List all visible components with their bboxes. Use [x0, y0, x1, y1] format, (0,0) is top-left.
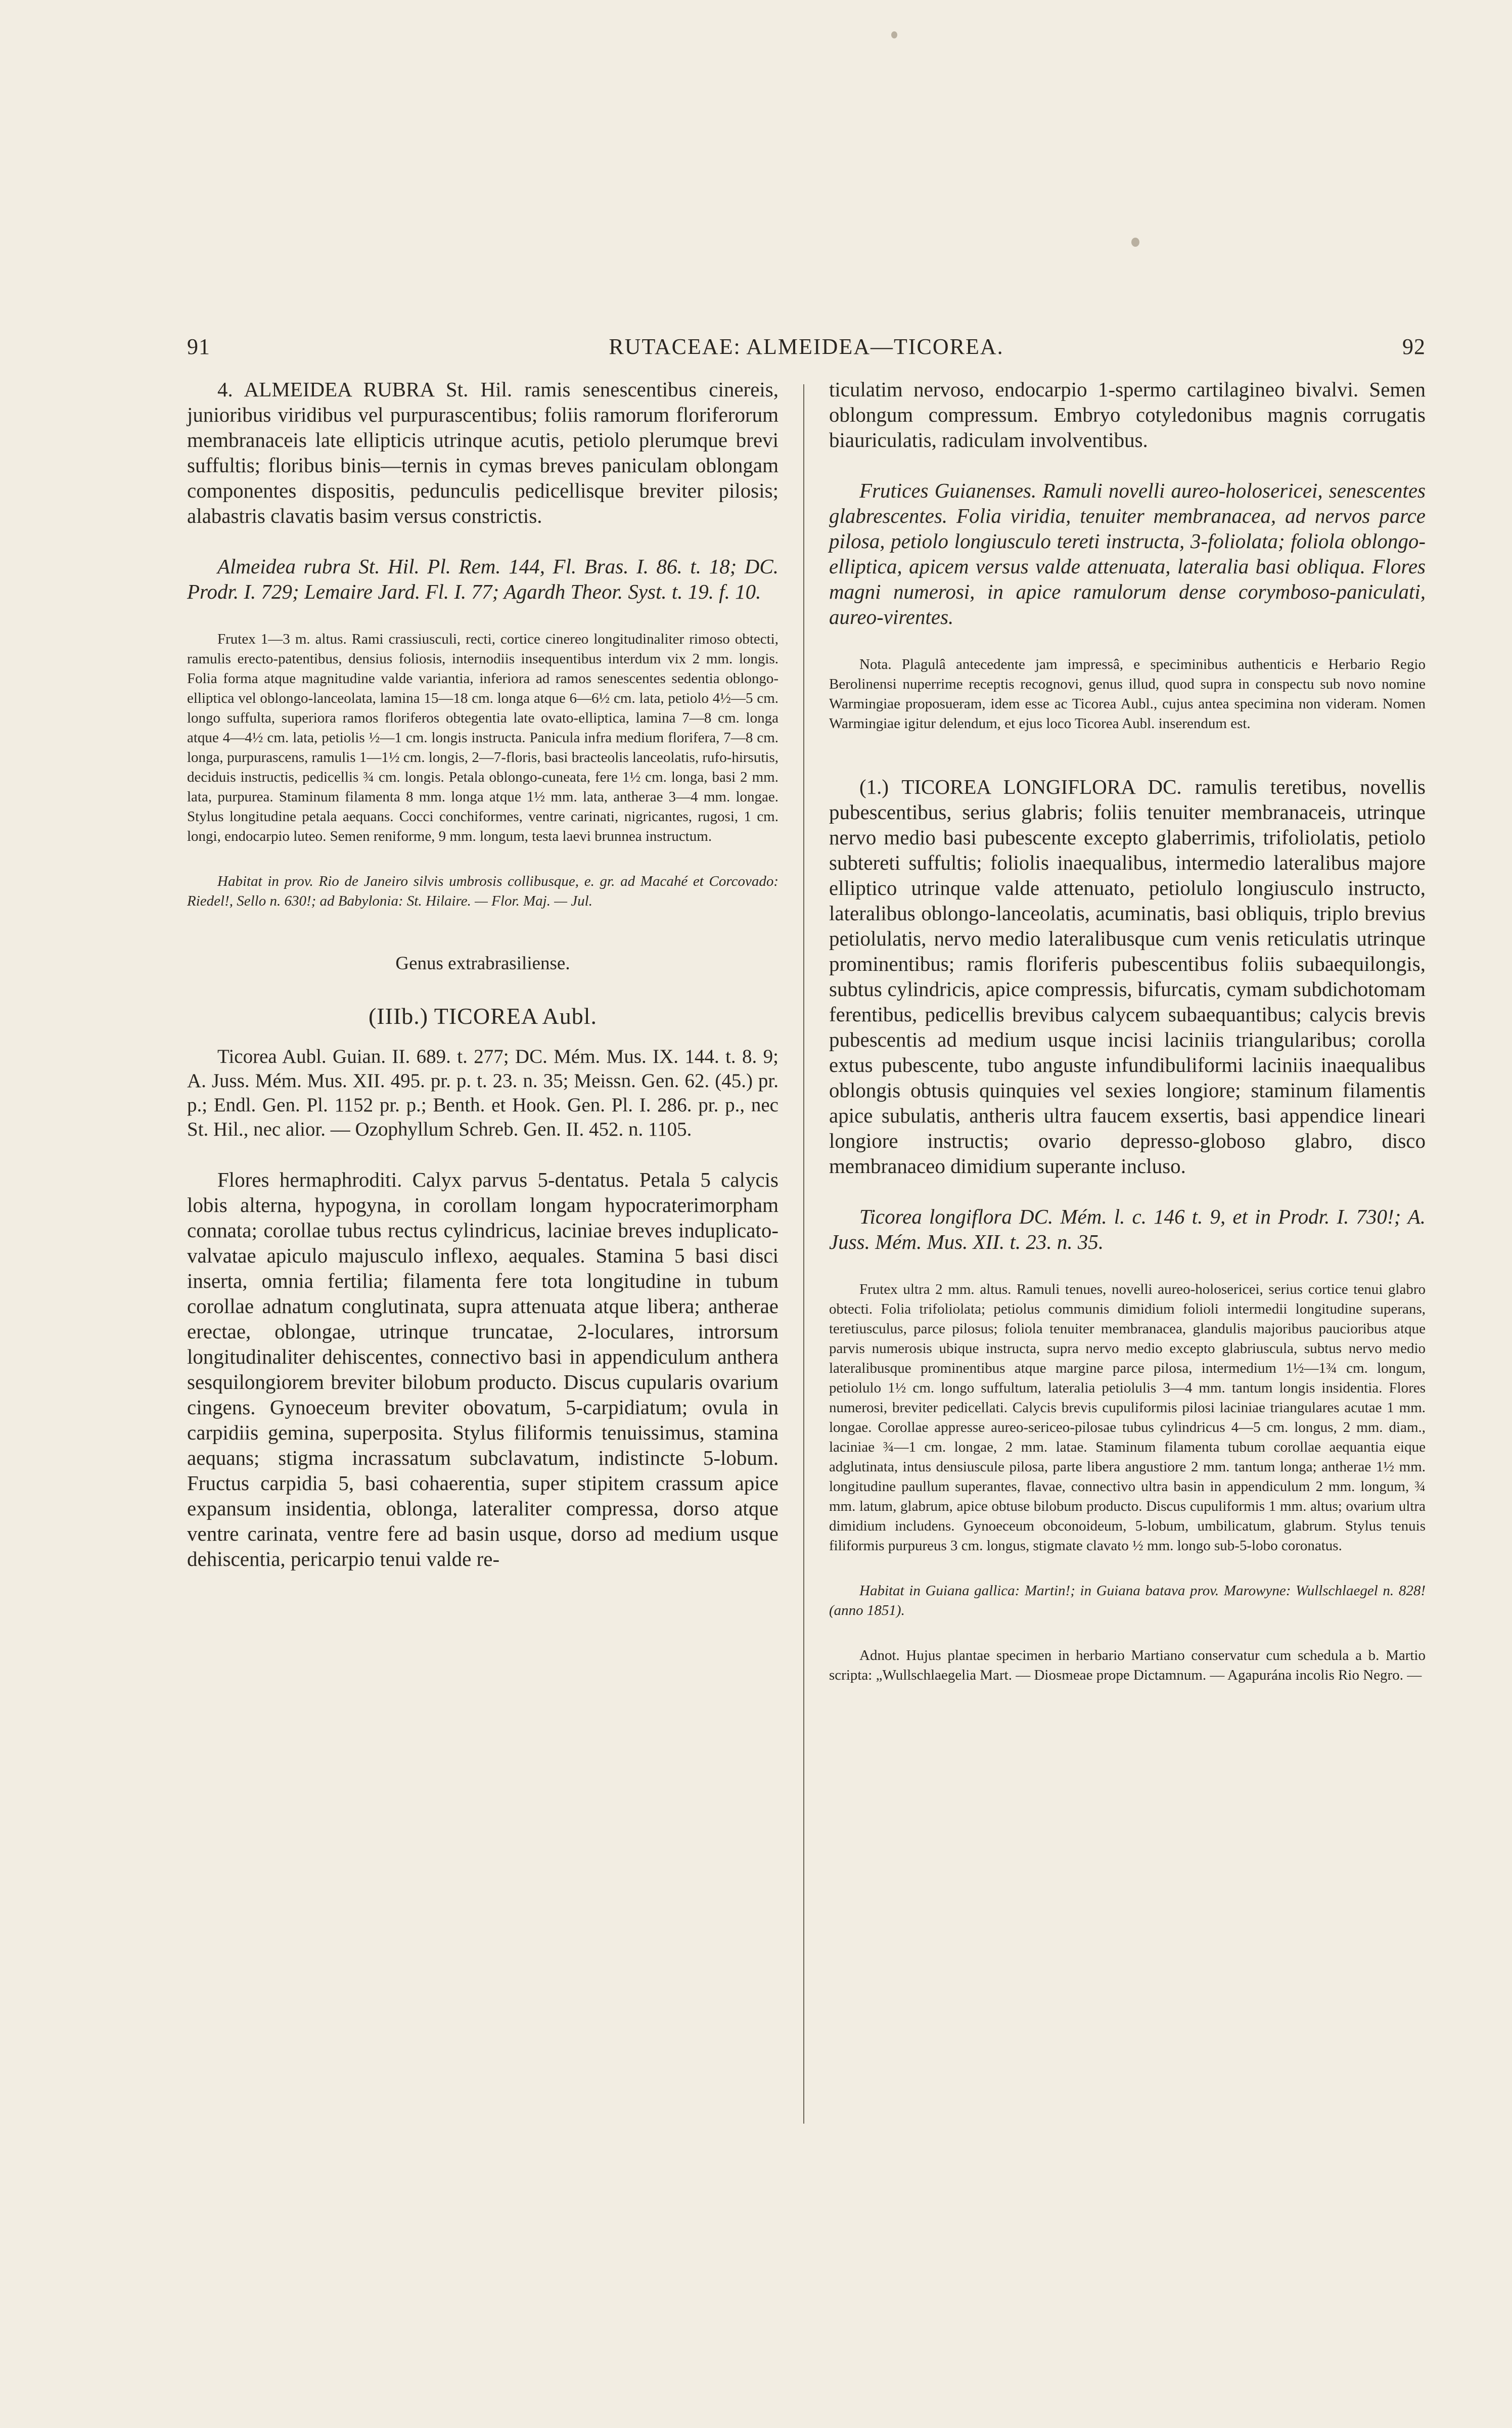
genus-frutices: Frutices Guianenses. Ramuli novelli aureo-holosericei, senescentes glabrescentes. Folia viridia, tenuiter membranacea, ad nervos parce pilosa, petiolo longiusculo tereti instructa, 3-foliolata; foliola oblongo-elliptica, apicem versus valde attenuata, lateralia basi obliqua. Flores magni numerosi, in apice ramulorum dense corymboso-paniculati, aureo-virentes.: [829, 479, 1426, 628]
genus-references: Ticorea Aubl. Guian. II. 689. t. 277; DC. Mém. Mus. IX. 144. t. 8. 9; A. Juss. Mém. Mus. XII. 495. pr. p. t. 23. n. 35; Meissn. Gen. 62. (45.) pr. p.; Endl. Gen. Pl. 1152 pr. p.; Benth. et Hook. Gen. Pl. I. 286. pr. p., nec St. Hil., nec alior. — Ozophyllum Schreb. Gen. II. 452. n. 1105.: [187, 1046, 778, 1140]
right-column: [829, 377, 1426, 1685]
ink-spot: [1131, 238, 1139, 247]
genus-description-continued: ticulatim nervoso, endocarpio 1-spermo cartilagineo bivalvi. Semen oblongum compressum. Embryo cotyledonibus magnis corrugatis biauriculatis, radiculam involventibus.: [829, 378, 1426, 452]
species-references: Ticorea longiflora DC. Mém. l. c. 146 t. 9, et in Prodr. I. 730!; A. Juss. Mém. Mus. XII. t. 23. n. 35.: [829, 1205, 1426, 1253]
left-column: [187, 377, 778, 1571]
species-habitat: Habitat in Guiana gallica: Martin!; in Guiana batava prov. Marowyne: Wullschlaegel n. 828! (anno 1851).: [829, 1583, 1426, 1618]
genus-note: Genus extrabrasiliense.: [395, 953, 570, 974]
genus-heading: (IIIb.) TICOREA Aubl.: [368, 1003, 597, 1029]
species-references: Almeidea rubra St. Hil. Pl. Rem. 144, Fl. Bras. I. 86. t. 18; DC. Prodr. I. 729; Lemaire Jard. Fl. I. 77; Agardh Theor. Syst. t. 19. f. 10.: [187, 555, 778, 603]
species-habitat: Habitat in prov. Rio de Janeiro silvis umbrosis collibusque, e. gr. ad Macahé et Corcovado: Riedel!, Sello n. 630!; ad Babylonia: St. Hilaire. — Flor. Maj. — Jul.: [187, 873, 778, 909]
nota: Nota. Plagulâ antecedente jam impressâ, e speciminibus authenticis e Herbario Regio Berolinensi nuperrime receptis recognovi, genus illud, quod supra in conspectu sub novo nomine Warmingiae proposueram, idem esse ac Ticorea Aubl., cujus antea specimina non videram. Nomen Warmingiae igitur delendum, et ejus loco Ticorea Aubl. inserendum est.: [829, 656, 1426, 732]
page-number-left: 91: [187, 334, 210, 359]
adnotation: Adnot. Hujus plantae specimen in herbario Martiano conservatur cum schedula a b. Martio scripta: „Wullschlaegelia Mart. — Diosmeae prope Dictamnum. — Agapurána incolis Rio Negro. —: [829, 1647, 1426, 1683]
species-diagnosis: (1.) TICOREA LONGIFLORA DC. ramulis teretibus, novellis pubescentibus, serius glabris; foliis tenuiter membranaceis, utrinque nervo medio basi pubescente excepto glaberrimis, trifoliolatis, petiolo subtereti suffultis; foliolis inaequalibus, intermedio lateralibus majore elliptico utrinque valde attenuato, petiolulo longiusculo instructo, lateralibus oblongo-lanceolatis, acuminatis, basi obliquis, triplo brevius petiolulatis, nervo medio lateralibusque cum venis reticulatis utrinque prominentibus; ramis floriferis pubescentibus foliis subaequilongis, subtus cylindricis, apice compressis, bifurcatis, cymam subdichotomam ferentibus, pedicellis brevibus calycem subaequantibus; calycis brevis pubescentis ad medium usque incisi laciniis triangularibus; corolla extus pubescente, tubo anguste infundibuliformi laciniis inaequalibus oblongis obtusis quinquies vel sexies longiore; staminum filamentis apice subulatis, antheris ultra faucem exsertis, basi appendice lineari longiore instructis; ovario depresso-globoso glabro, disco membranaceo dimidium superante incluso.: [829, 775, 1426, 1178]
page-number-right: 92: [1402, 334, 1426, 359]
species-description: Frutex ultra 2 mm. altus. Ramuli tenues, novelli aureo-holosericei, serius cortice tenui glabro obtecti. Folia trifoliolata; petiolus communis dimidium folioli intermedii longitudine superans, teretiusculus, parce pilosus; foliola tenuiter membranacea, glandulis majoribus paucioribus atque parvis numerosis ubique instructa, supra nervo medio excepto glabriuscula, subtus nervo medio lateralibusque prominentibus atque margine parce pilosa, intermedium 1½—1¾ cm. longum, petiolulo 1½ cm. longo suffultum, lateralia petiolulis 3—4 mm. tantum longis insidentia. Flores numerosi, breviter pedicellati. Calycis brevis cupuliformis pilosi laciniae triangulares acutae 1 mm. longae. Corollae appresse aureo-sericeo-pilosae tubus cylindricus 4—5 cm. longus, 2 mm. diam., laciniae ¾—1 cm. longae, 2 mm. latae. Staminum filamenta tubum corollae aequantia eique adglutinata, intus densiuscule pilosa, parte libera angustiore 2 mm. tantum longa; antherae 1½ mm. longitudine paullum superantes, flavae, connectivo ultra basin in appendiculum 2 mm. longum, ¾ mm. latum, glabrum, apice obtuse bilobum producto. Discus cupuliformis 1 mm. altus; ovarium ultra dimidium includens. Gynoeceum obconoideum, 5-lobum, umbilicatum, glabrum. Stylus tenuis filiformis purpureus 3 cm. longus, stigmate clavato ½ mm. longo sub-5-lobo coronatus.: [829, 1281, 1426, 1554]
genus-description: Flores hermaphroditi. Calyx parvus 5-dentatus. Petala 5 calycis lobis alterna, hypogyna, in corollam longam hypocraterimorpham connata; corollae tubus rectus cylindricus, laciniae breves induplicato-valvatae apiculo majusculo inflexo, aequales. Stamina 5 basi disci inserta, omnia fertilia; filamenta fere tota longitudine in tubum corollae adnatum conglutinata, supra attenuata atque libera; antherae erectae, oblongae, utrinque truncatae, 2-loculares, introrsum longitudinaliter dehiscentes, connectivo basi in appendiculum anthera sesquilongiorem breviter bilobum producto. Discus cupularis ovarium cingens. Gynoeceum breviter obovatum, 5-carpidiatum; ovula in carpidiis gemina, superposita. Stylus filiformis tenuissimus, stamina aequans; stigma incrassatum subclavatum, indistincte 5-lobum. Fructus carpidia 5, basi cohaerentia, super stipitem crassum apice expansum insidentia, oblonga, lateraliter compressa, dorso atque ventre carinata, ventre fere ad basin usque, dorso ad medium usque dehiscentia, pericarpio tenui valde re-: [187, 1168, 778, 1570]
running-title: RUTACEAE: ALMEIDEA—TICOREA.: [609, 334, 1004, 359]
species-description: Frutex 1—3 m. altus. Rami crassiusculi, recti, cortice cinereo longitudinaliter rimoso obtecti, ramulis erecto-patentibus, densius foliosis, internodiis insequentibus interdum vix 2 mm. longis. Folia forma atque magnitudine valde variantia, inferiora ad ramos senescentes sedentia oblongo-elliptica vel oblongo-lanceolata, lamina 15—18 cm. longa atque 6—6½ cm. lata, petiolo 4½—5 cm. longo suffulta, superiora ramos floriferos obtegentia late ovato-elliptica, lamina 7—8 cm. longa atque 4—4½ cm. lata, petiolis ½—1 cm. longis instructa. Panicula infra medium florifera, 7—8 cm. longa, purpurascens, ramulis 1—1½ cm. longis, 2—7-floris, basi bracteolis lanceolatis, rufo-hirsutis, deciduis instructis, pedicellis ¾ cm. longis. Petala oblongo-cuneata, fere 1½ cm. longa, basi 2 mm. lata, purpurea. Staminum filamenta 8 mm. longa atque 1½ mm. lata, antherae 3—4 mm. longae. Stylus longitudine petala aequans. Cocci conchiformes, ventre carinati, nigricantes, rugosi, 1 cm. longi, endocarpio luteo. Semen reniforme, 9 mm. longum, testa laevi brunnea instructum.: [187, 631, 778, 844]
species-diagnosis: 4. ALMEIDEA RUBRA St. Hil. ramis senescentibus cinereis, junioribus viridibus vel purpurascentibus; foliis ramorum floriferorum membranaceis late ellipticis utrinque acutis, petiolo plerumque brevi suffultis; floribus binis—ternis in cymas breves paniculam oblongam componentes dispositis, pedunculis pedicellisque breviter pilosis; alabastris clavatis basim versus constrictis.: [187, 378, 778, 527]
column-rule: [803, 384, 804, 2124]
ink-spot: [891, 31, 897, 38]
running-head: [187, 334, 1426, 374]
